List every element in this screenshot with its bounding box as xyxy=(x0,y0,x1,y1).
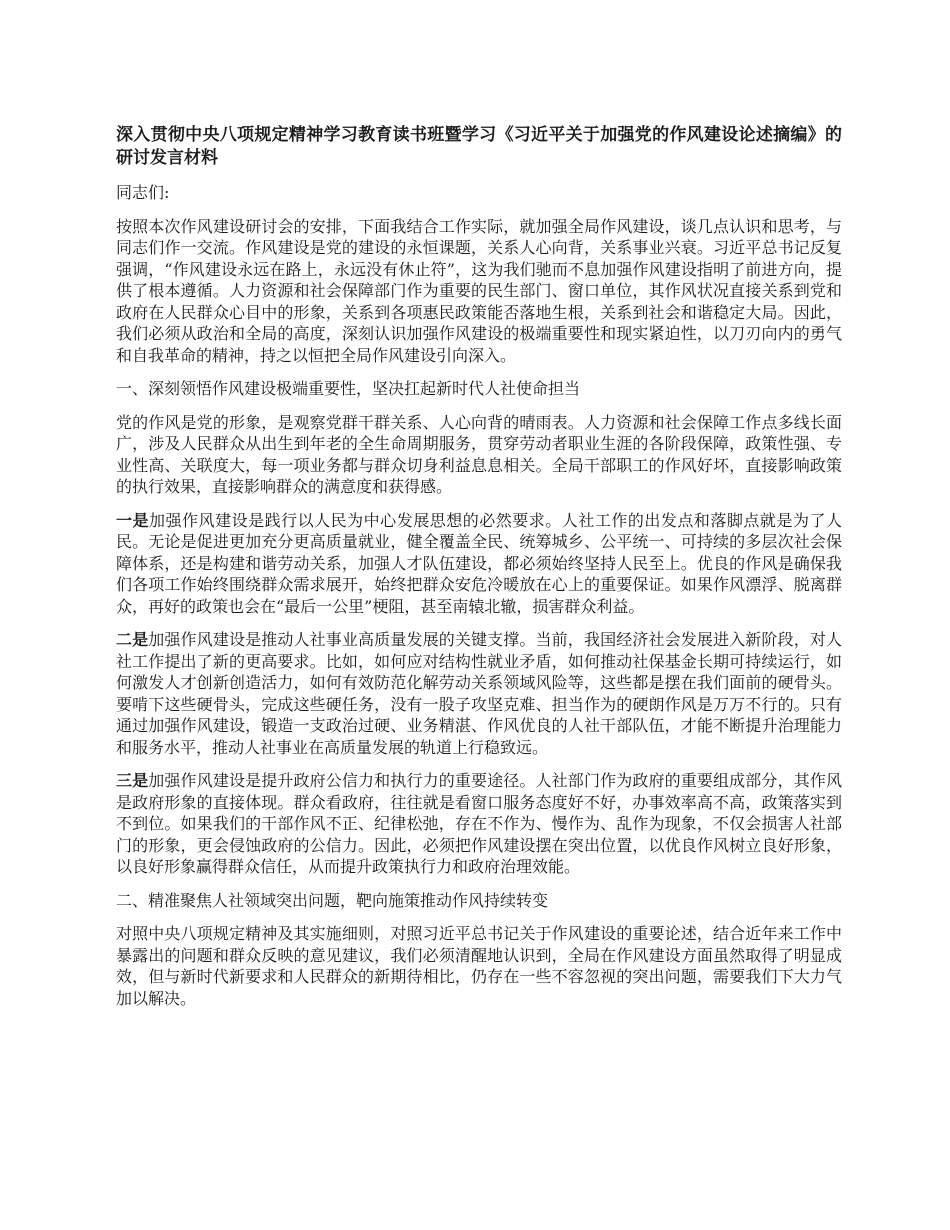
section-2-paragraph: 对照中央八项规定精神及其实施细则，对照习近平总书记关于作风建设的重要论述，结合近年来工作中暴露出的问题和群众反映的意见建议，我们必须清醒地认识到，全局在作风建设方面虽然取得了明显成效，但与新时代新要求和人民群众的新期待相比，仍存在一些不容忽视的突出问题，需要我们下大力气加以解决。 xyxy=(116,924,842,1008)
point-1-lead: 一是 xyxy=(116,510,150,530)
document-page xyxy=(116,124,842,1021)
point-2-paragraph xyxy=(116,629,842,758)
salutation: 同志们: xyxy=(116,183,170,202)
point-1-paragraph xyxy=(116,510,842,618)
point-3-paragraph xyxy=(116,770,842,878)
point-3-text: 加强作风建设是提升政府公信力和执行力的重要途径。人社部门作为政府的重要组成部分，其作风是政府形象的直接体现。群众看政府，往往就是看窗口服务态度好不好，办事效率高不高，政策落实到不到位。如果我们的干部作风不正、纪律松弛，存在不作为、慢作为、乱作为现象，不仅会损害人社部门的形象，更会侵蚀政府的公信力。因此，必须把作风建设摆在突出位置，以优良作风树立良好形象，以良好形象赢得群众信任，从而提升政策执行力和政府治理效能。 xyxy=(116,771,842,876)
point-2-text: 加强作风建设是推动人社事业高质量发展的关键支撑。当前，我国经济社会发展进入新阶段，对人社工作提出了新的更高要求。比如，如何应对结构性就业矛盾，如何推动社保基金长期可持续运行，如何激发人才创新创造活力，如何有效防范化解劳动关系领域风险等，这些都是摆在我们面前的硬骨头。要啃下这些硬骨头，完成这些硬任务，没有一股子攻坚克难、担当作为的硬朗作风是万万不行的。只有通过加强作风建设，锻造一支政治过硬、业务精湛、作风优良的人社干部队伍，才能不断提升治理能力和服务水平，推动人社事业在高质量发展的轨道上行稳致远。 xyxy=(116,630,842,757)
document-title: 深入贯彻中央八项规定精神学习教育读书班暨学习《习近平关于加强党的作风建设论述摘编》的研讨发言材料 xyxy=(116,125,842,168)
intro-paragraph: 按照本次作风建设研讨会的安排，下面我结合工作实际，就加强全局作风建设，谈几点认识和思考，与同志们作一交流。作风建设是党的建设的永恒课题，关系人心向背，关系事业兴衰。习近平总书记反复强调，“作风建设永远在路上，永远没有休止符”，这为我们驰而不息加强作风建设指明了前进方向，提供了根本遵循。人力资源和社会保障部门作为重要的民生部门、窗口单位，其作风状况直接关系到党和政府在人民群众心目中的形象，关系到各项惠民政策能否落地生根，关系到社会和谐稳定大局。因此，我们必须从政治和全局的高度，深刻认识加强作风建设的极端重要性和现实紧迫性，以刀刃向内的勇气和自我革命的精神，持之以恒把全局作风建设引向深入。 xyxy=(116,216,842,365)
point-2-lead: 二是 xyxy=(116,630,149,649)
section-1-paragraph: 党的作风是党的形象，是观察党群干群关系、人心向背的晴雨表。人力资源和社会保障工作点多线长面广，涉及人民群众从出生到年老的全生命周期服务，贯穿劳动者职业生涯的各阶段保障，政策性强、专业性高、关联度大，每一项业务都与群众切身利益息息相关。全局干部职工的作风好坏，直接影响政策的执行效果，直接影响群众的满意度和获得感。 xyxy=(116,412,842,496)
section-1-heading: 一、深刻领悟作风建设极端重要性，坚决扛起新时代人社使命担当 xyxy=(116,379,581,398)
point-3-lead: 三是 xyxy=(116,771,149,790)
section-2-heading: 二、精准聚焦人社领域突出问题，靶向施策推动作风持续转变 xyxy=(116,890,549,910)
point-1-text: 加强作风建设是践行以人民为中心发展思想的必然要求。人社工作的出发点和落脚点就是为了人民。无论是促进更加充分更高质量就业，健全覆盖全民、统筹城乡、公平统一、可持续的多层次社会保障体系，还是构建和谐劳动关系，加强人才队伍建设，都必须始终坚持人民至上。优良的作风是确保我们各项工作始终围绕群众需求展开，始终把群众安危冷暖放在心上的重要保证。如果作风漂浮、脱离群众，再好的政策也会在“最后一公里”梗阻，甚至南辕北辙，损害群众利益。 xyxy=(116,510,842,616)
